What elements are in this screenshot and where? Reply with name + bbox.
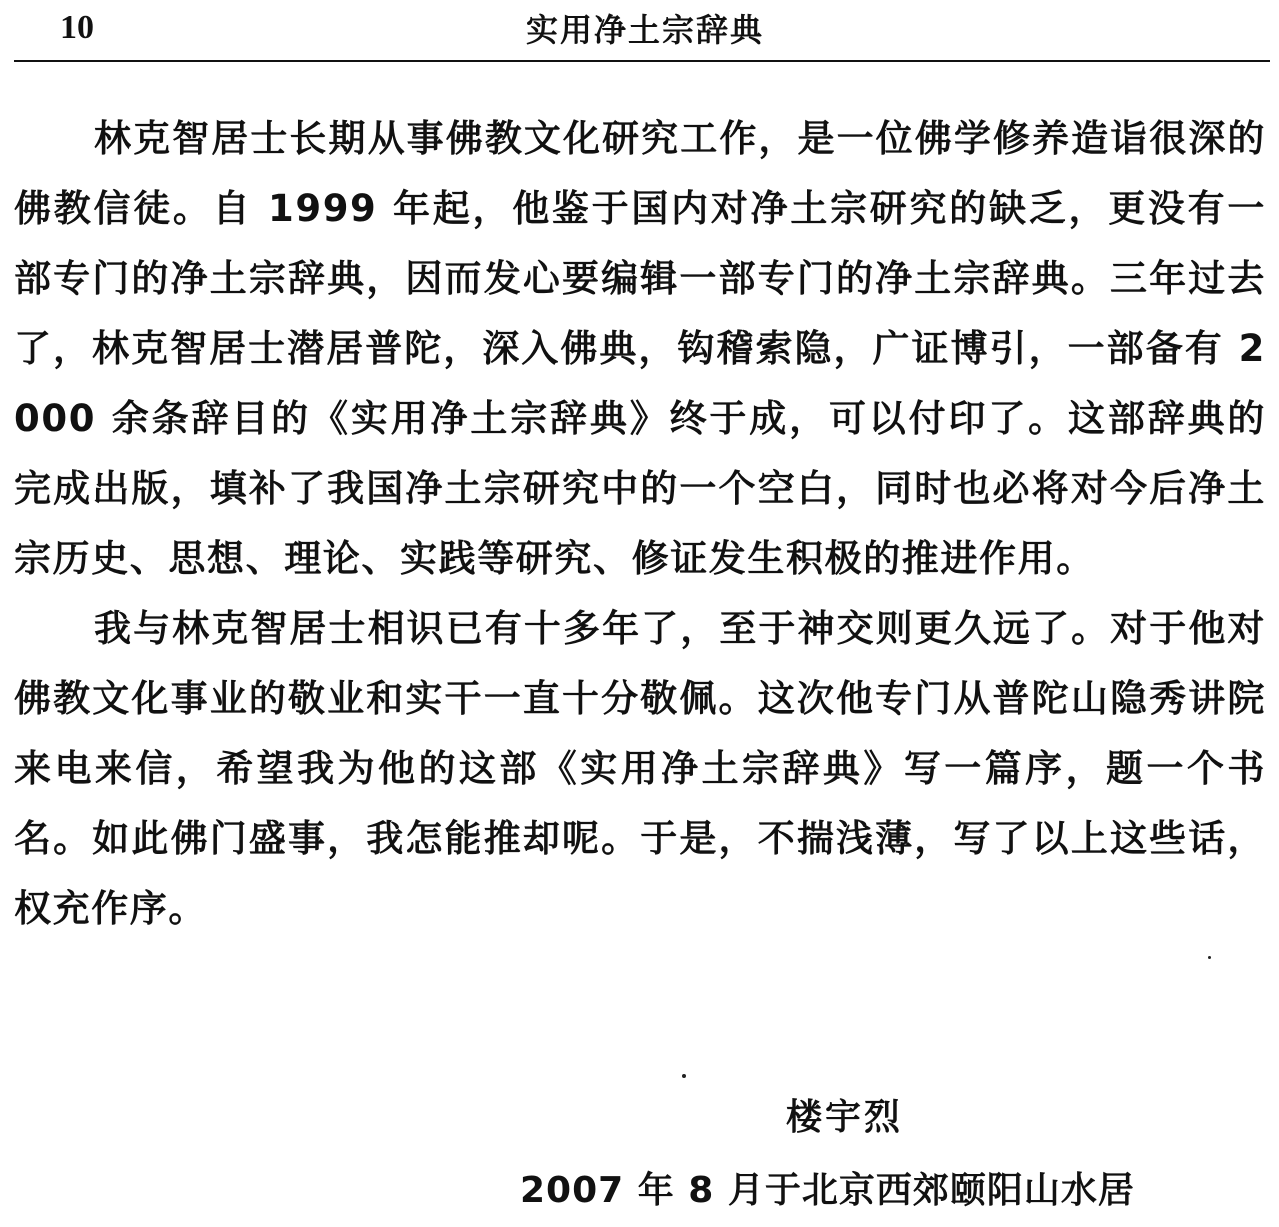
running-title: 实用净土宗辞典: [525, 11, 764, 49]
print-speck: [1208, 956, 1211, 959]
signature-date-place: 2007 年 8 月于北京西郊颐阳山水居: [520, 1170, 1135, 1211]
paragraph-1: 林克智居士长期从事佛教文化研究工作，是一位佛学修养造诣很深的佛教信徒。自 1999 年起，他鉴于国内对净土宗研究的缺乏，更没有一部专门的净土宗辞典，因而发心要编辑一部专门的净土宗辞典。三年过去了，林克智居士潜居普陀，深入佛典，钩稽索隐，广证博引，一部备有 2000 余条辞目的《实用净土宗辞典》终于成，可以付印了。这部辞典的完成出版，填补了我国净土宗研究中的一个空白，同时也必将对今后净土宗历史、思想、理论、实践等研究、修证发生积极的推进作用。: [14, 117, 1266, 580]
signature-author: 楼宇烈: [786, 1097, 904, 1138]
print-speck: [682, 1074, 686, 1078]
header-rule: [14, 60, 1270, 62]
page-number: 10: [60, 9, 94, 46]
paragraph-2: 我与林克智居士相识已有十多年了，至于神交则更久远了。对于他对佛教文化事业的敬业和实干一直十分敬佩。这次他专门从普陀山隐秀讲院来电来信，希望我为他的这部《实用净土宗辞典》写一篇序，题一个书名。如此佛门盛事，我怎能推却呢。于是，不揣浅薄，写了以上这些话，权充作序。: [14, 607, 1266, 930]
preface-body: [14, 104, 1266, 944]
